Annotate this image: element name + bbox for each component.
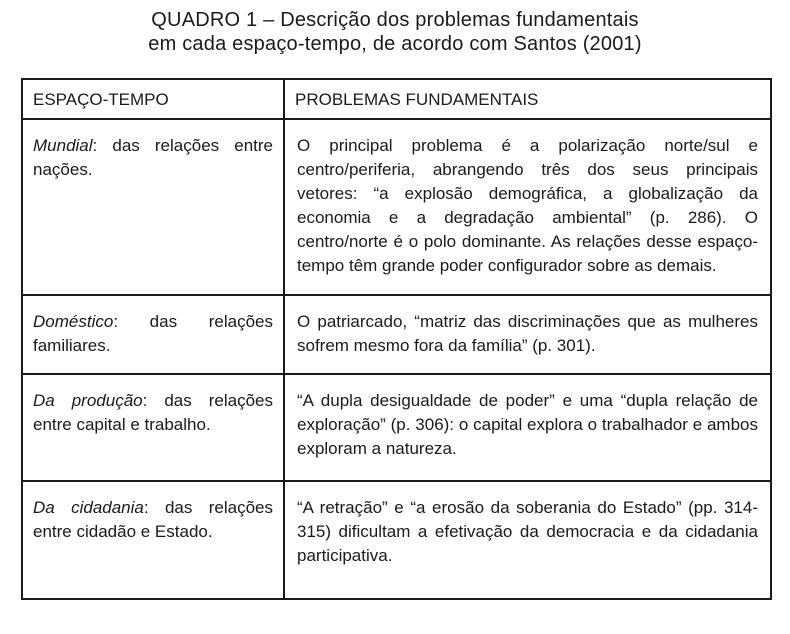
espaco-tempo-cell	[22, 295, 284, 374]
espaco-tempo-cell	[22, 374, 284, 481]
espaco-tempo-cell	[22, 481, 284, 599]
espaco-tempo-description: : das relações entre nações.	[33, 136, 273, 179]
espaco-tempo-term: Doméstico	[33, 312, 114, 331]
caption-line-2: em cada espaço-tempo, de acordo com Santos (2001)	[148, 33, 642, 55]
table-row	[22, 481, 771, 599]
espaco-tempo-cell	[22, 119, 284, 295]
espaco-tempo-term: Da cidadania	[33, 498, 144, 517]
header-espaco-tempo: ESPAÇO-TEMPO	[22, 79, 284, 119]
problema-cell: “A retração” e “a erosão da soberania do Estado” (pp. 314-315) dificultam a efetivação da democracia e da cidadania participativa.	[284, 481, 771, 599]
table-caption	[0, 8, 790, 56]
header-problemas: PROBLEMAS FUNDAMENTAIS	[284, 79, 771, 119]
espaco-tempo-description: : das relações entre cidadão e Estado.	[33, 498, 273, 541]
problema-cell: “A dupla desigualdade de poder” e uma “dupla relação de exploração” (p. 306): o capital explora o trabalhador e ambos exploram a natureza.	[284, 374, 771, 481]
quadro-table	[21, 78, 772, 600]
table-row	[22, 119, 771, 295]
caption-line-1: QUADRO 1 – Descrição dos problemas fundamentais	[151, 9, 639, 31]
problema-cell: O principal problema é a polarização norte/sul e centro/periferia, abrangendo três dos seus principais vetores: “a explosão demográfica, a globalização da economia e a degradação ambiental” (p. 286). O centro/norte é o polo dominante. As relações desse espaço-tempo têm grande poder configurador sobre as demais.	[284, 119, 771, 295]
table-row	[22, 374, 771, 481]
espaco-tempo-term: Da produção	[33, 391, 143, 410]
problema-cell: O patriarcado, “matriz das discriminações que as mulheres sofrem mesmo fora da família” (p. 301).	[284, 295, 771, 374]
espaco-tempo-description: : das relações entre capital e trabalho.	[33, 391, 274, 434]
table-row	[22, 295, 771, 374]
espaco-tempo-term: Mundial	[33, 136, 93, 155]
header-row	[22, 79, 771, 119]
espaco-tempo-description: : das relações familiares.	[33, 312, 273, 355]
